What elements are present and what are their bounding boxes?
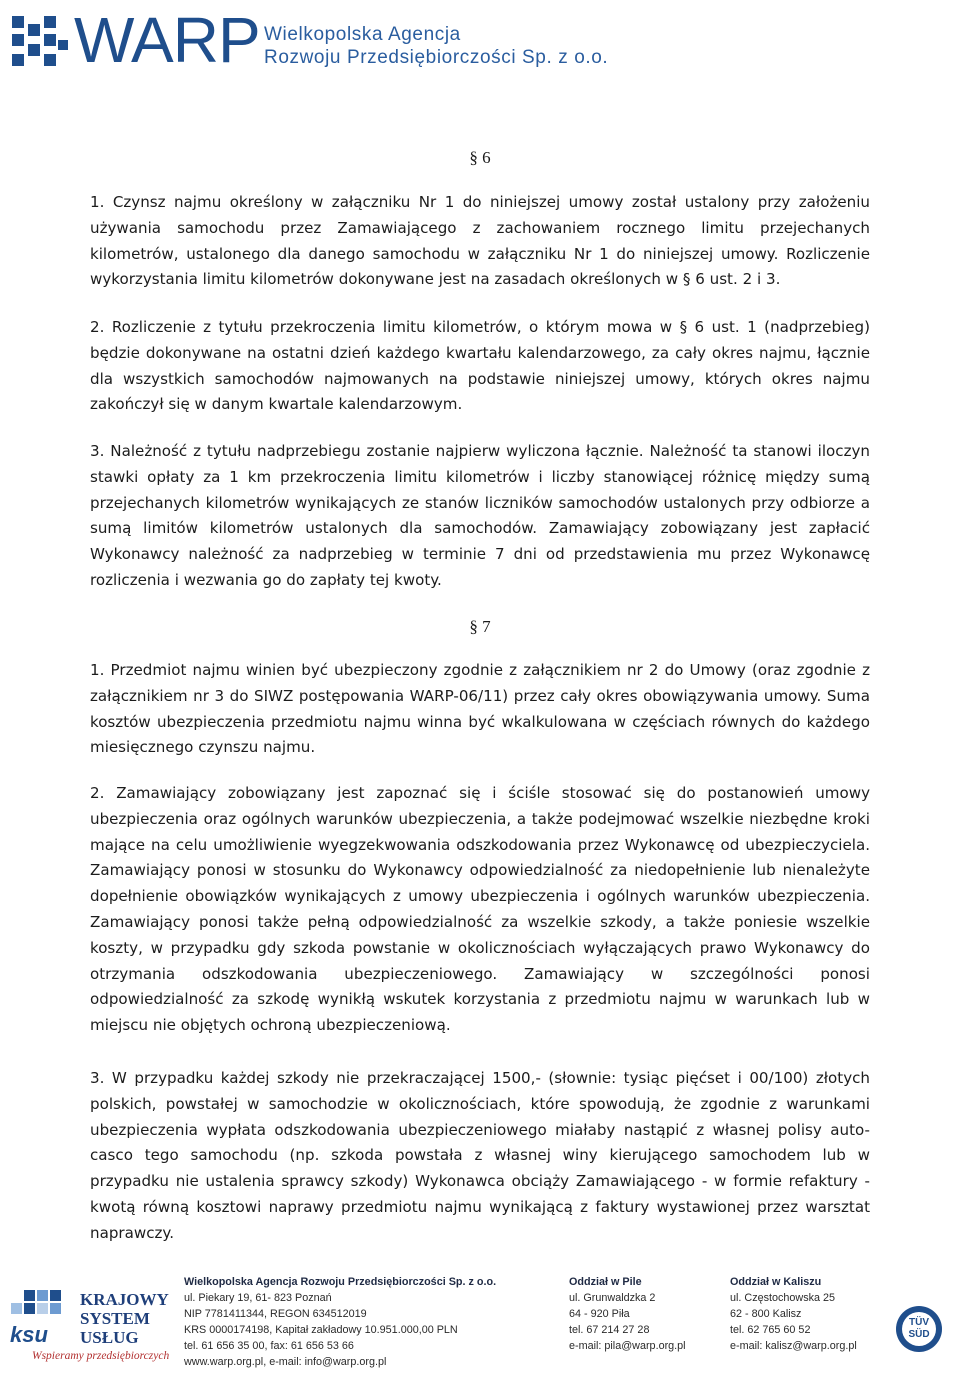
tuv-label [902, 1312, 936, 1346]
footer-kalisz-email-link[interactable]: e-mail: kalisz@warp.org.pl [730, 1340, 857, 1352]
logo-subtitle-line1: Wielkopolska Agencja [264, 24, 461, 45]
footer-pila-street: ul. Grunwaldzka 2 [569, 1292, 656, 1304]
footer-kalisz-street: ul. Częstochowska 25 [730, 1292, 836, 1304]
warp-logo-icon [12, 16, 72, 70]
page-header [12, 4, 942, 76]
footer-main-krs: KRS 0000174198, Kapitał zakładowy 10.951.000,00 PLN [184, 1324, 458, 1336]
logo-wordmark: WARP [74, 4, 260, 76]
footer-pila-office [569, 1274, 686, 1354]
ksu-line2: SYSTEM [80, 1309, 150, 1328]
section-heading-6: § 6 [469, 148, 491, 167]
footer-kalisz-phone: tel. 62 765 60 52 [730, 1324, 811, 1336]
ksu-mark: ksu [10, 1322, 48, 1347]
paragraph-7-1: 1. Przedmiot najmu winien być ubezpieczony zgodnie z załącznikiem nr 2 do Umowy (oraz zgodnie z załącznikiem nr 3 do SIWZ postępowania WARP-06/11) przez cały okres obowiązywania umowy. Suma kosztów ubezpieczenia przedmiotu najmu winna być wkalkulowana w częściach równych do każdego miesięcznego czynszu najmu. [90, 661, 870, 757]
section-heading-7: § 7 [469, 617, 491, 636]
page-footer [0, 1268, 960, 1390]
ksu-line1: KRAJOWY [80, 1290, 169, 1309]
ksu-line3: USŁUG [80, 1328, 139, 1347]
footer-main-office [184, 1274, 496, 1370]
footer-main-address: ul. Piekary 19, 61- 823 Poznań [184, 1292, 332, 1304]
footer-main-phone: tel. 61 656 35 00, fax: 61 656 53 66 [184, 1340, 354, 1352]
ksu-logo [10, 1284, 180, 1374]
footer-kalisz-city: 62 - 800 Kalisz [730, 1308, 802, 1320]
footer-kalisz-office [730, 1274, 857, 1354]
paragraph-6-1: 1. Czynsz najmu określony w załączniku Nr 1 do niniejszej umowy został ustalony przy założeniu używania samochodu przez Zamawiającego z zachowaniem rocznego limitu przejechanych kilometrów, ustalonego dla danego samochodu w załączniku Nr 1 do niniejszej umowy. Rozliczenie wykorzystania limitu kilometrów dokonywane jest na zasadach określonych w § 6 ust. 2 i 3. [90, 193, 870, 289]
footer-pila-email-link[interactable]: e-mail: pila@warp.org.pl [569, 1340, 686, 1352]
footer-kalisz-title: Oddział w Kaliszu [730, 1276, 822, 1288]
footer-pila-title: Oddział w Pile [569, 1276, 642, 1288]
footer-main-web-link[interactable]: www.warp.org.pl, e-mail: info@warp.org.pl [184, 1356, 387, 1368]
footer-pila-city: 64 - 920 Piła [569, 1308, 630, 1320]
paragraph-7-2: 2. Zamawiający zobowiązany jest zapoznać się i ściśle stosować się do postanowień umowy ubezpieczenia oraz ogólnych warunków ubezpieczenia, a także podejmować wszelkie niezbędne kroki mające na celu umożliwienie wyegzekwowania odszkodowania przez Wykonawcę od ubezpieczyciela. Zamawiający ponosi w stosunku do Wykonawcy odpowiedzialność za niedopełnienie lub nienależyte dopełnienie obowiązków wynikających z umowy ubezpieczenia i ogólnych warunków ubezpieczenia. Zamawiający ponosi także pełną odpowiedzialność za wszelkie szkody, a także poniesie wszelkie koszty, w przypadku gdy szkoda powstanie w okolicznościach wyłączających prawo Wykonawcy do otrzymania odszkodowania ubezpieczeniowego. Zamawiający w szczególności ponosi odpowiedzialność za szkodę wynikłą wskutek korzystania z przedmiotu najmu w warunkach lub w miejscu nie objętych ochroną ubezpieczeniową. [90, 784, 870, 1035]
paragraph-7-3: 3. W przypadku każdej szkody nie przekraczającej 1500,- (słownie: tysiąc pięćset i 00/100) złotych polskich, powstałej w samochodzie w okolicznościach, które spowodują, że zgodnie z warunkami ubezpieczenia wypłata odszkodowania ubezpieczeniowego miałaby nastąpić z własnej polisy auto-casco tego samochodu (np. szkoda powstała z własnej winy kierującego samochodem lub w przypadku nie ustalenia sprawcy szkody) Wykonawca obciąży Zamawiającego - w formie refaktury - kwotą równą kosztowi naprawy przedmiotu najmu wynikającą z faktury wystawionej przez warsztat naprawczy. [90, 1069, 870, 1242]
tuv-line2: SÜD [908, 1329, 930, 1340]
paragraph-6-3: 3. Należność z tytułu nadprzebiegu zostanie najpierw wyliczona łącznie. Należność ta stanowi iloczyn stawki opłaty za 1 km przekroczenia limitu kilometrów i liczby stanowiącej różnicę między sumą przejechanych kilometrów wynikających ze stanów liczników samochodów ustalonych przy odbiorze a sumą limitów kilometrów ustalonych dla samochodów. Zamawiający zobowiązany jest zapłacić Wykonawcy należność za nadprzebieg w terminie 7 dni od przedstawienia mu przez Wykonawcę rozliczenia i wezwania go do zapłaty tej kwoty. [90, 442, 870, 589]
tuv-certification-icon [896, 1306, 942, 1352]
logo-subtitle-line2: Rozwoju Przedsiębiorczości Sp. z o.o. [264, 47, 609, 68]
paragraph-6-2: 2. Rozliczenie z tytułu przekroczenia limitu kilometrów, o którym mowa w § 6 ust. 1 (nadprzebieg) będzie dokonywane na ostatni dzień każdego kwartału kalendarzowego, za cały okres najmu, łącznie dla wszystkich samochodów najmowanych na podstawie niniejszej umowy, których okres najmu zakończył się w danym kwartale kalendarzowym. [90, 318, 870, 414]
ksu-slogan: Wspieramy przedsiębiorczych [32, 1350, 170, 1362]
footer-main-nip: NIP 7781411344, REGON 634512019 [184, 1308, 367, 1320]
footer-pila-phone: tel. 67 214 27 28 [569, 1324, 650, 1336]
footer-main-title: Wielkopolska Agencja Rozwoju Przedsiębiorczości Sp. z o.o. [184, 1276, 497, 1288]
tuv-line1: TÜV [909, 1317, 929, 1328]
